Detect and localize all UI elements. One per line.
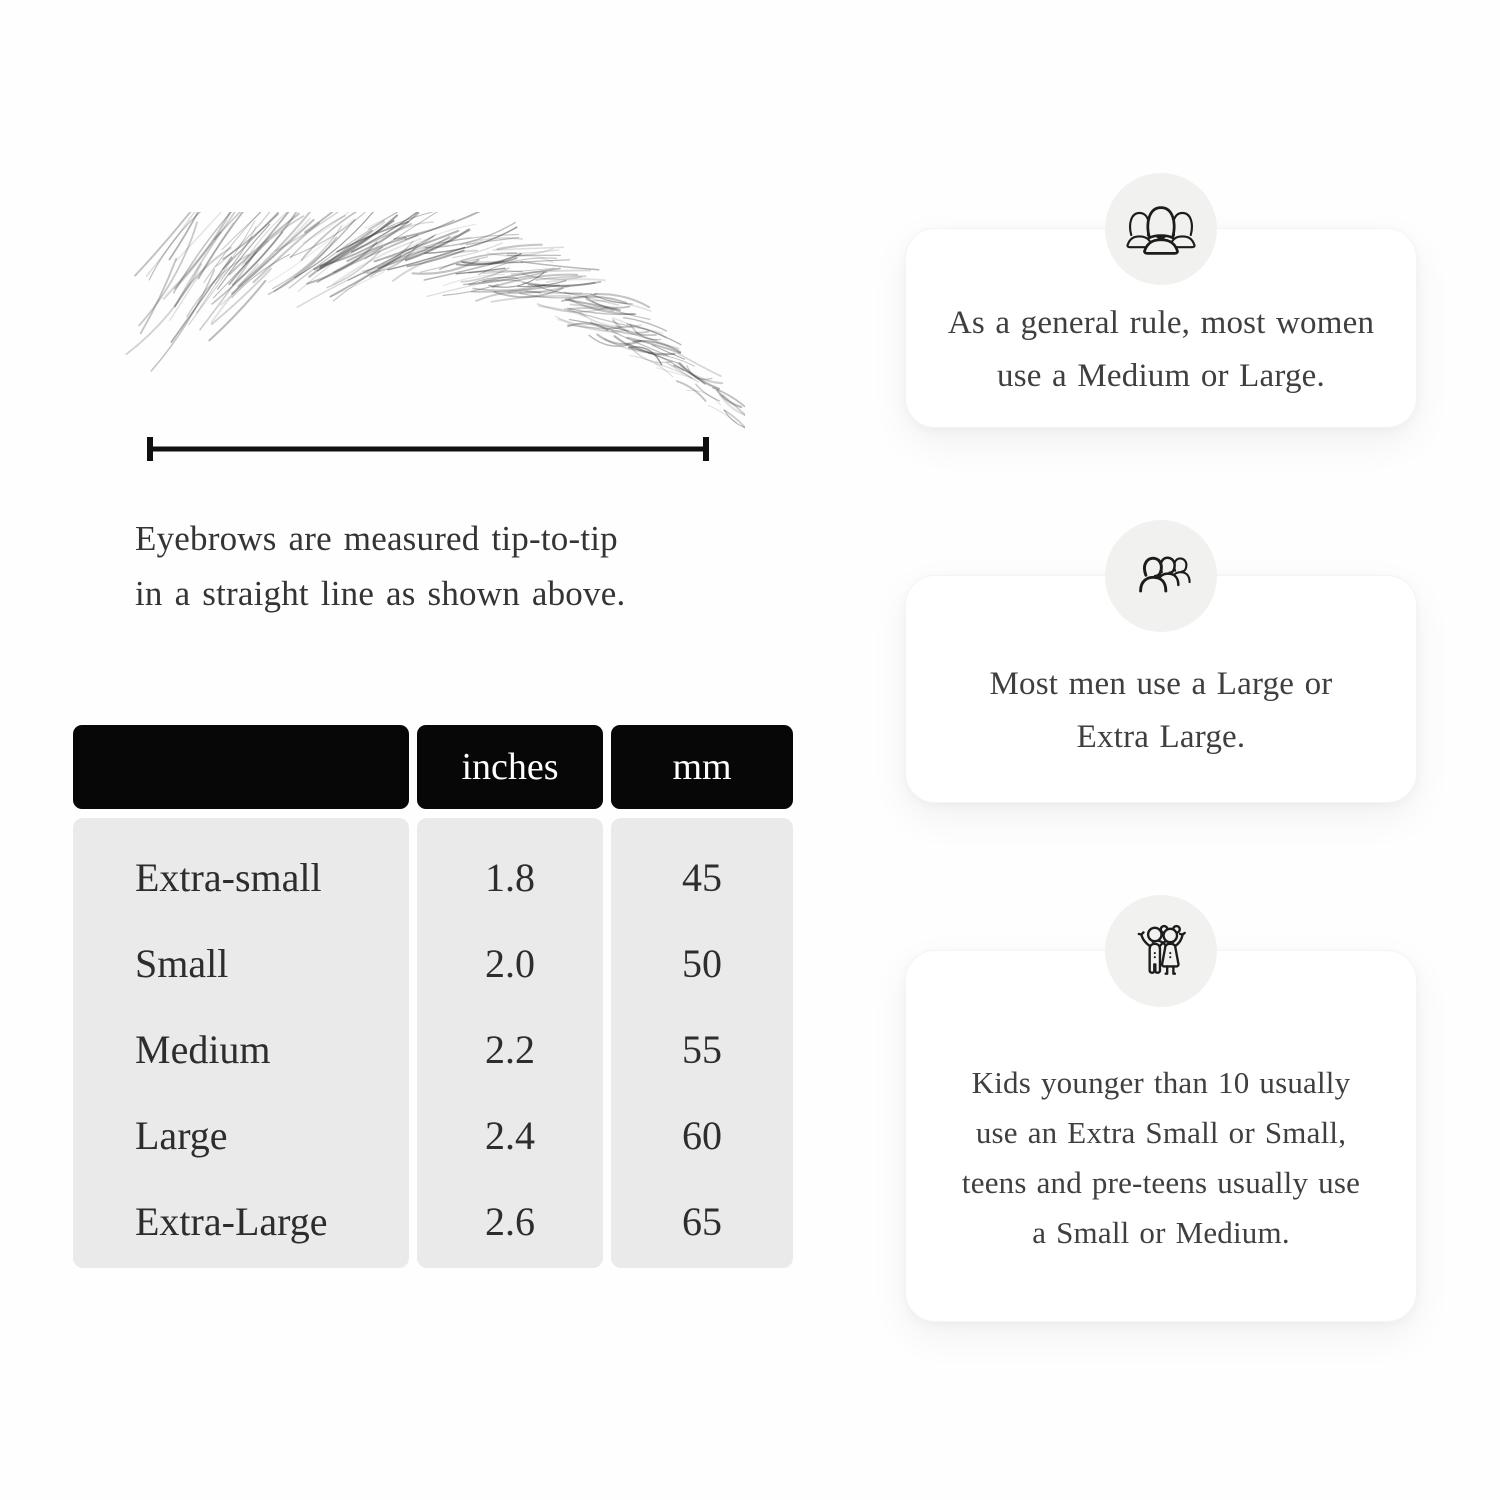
mm-cell: 50: [682, 940, 722, 986]
mm-cell: 65: [682, 1198, 722, 1244]
eyebrow-sketch-image: [115, 212, 745, 437]
inches-cell: 2.6: [485, 1198, 535, 1244]
inches-cell: 2.0: [485, 940, 535, 986]
mm-column-header: mm: [611, 725, 793, 809]
mm-cell: 60: [682, 1112, 722, 1158]
size-name-column: [73, 818, 409, 1268]
women-group-icon: [1124, 199, 1198, 259]
size-cell: Large: [135, 1112, 228, 1158]
kids-icon-badge: [1105, 895, 1217, 1007]
caption-line-1: Eyebrows are measured tip-to-tip: [135, 519, 618, 558]
mm-cell: 55: [682, 1026, 722, 1072]
women-recommendation-text: As a general rule, most women use a Medium or Large.: [947, 305, 1375, 394]
women-icon-badge: [1105, 173, 1217, 285]
size-table: [73, 725, 793, 1268]
men-icon-badge: [1105, 520, 1217, 632]
women-recommendation-card: [905, 228, 1417, 428]
men-group-icon: [1124, 546, 1198, 606]
measurement-caption: [135, 512, 775, 622]
inches-column-header: inches: [417, 725, 603, 809]
inches-cell: 2.4: [485, 1112, 535, 1158]
size-cell: Medium: [135, 1026, 271, 1072]
eyebrow-illustration: [115, 212, 745, 437]
kids-recommendation-card: [905, 950, 1417, 1322]
inches-cell: 2.2: [485, 1026, 535, 1072]
kids-recommendation-text: Kids younger than 10 usually use an Extra Small or Small, teens and pre-teens usually use a Small or Medium.: [961, 1064, 1361, 1251]
size-table-body: [73, 818, 793, 1268]
inches-cell: 1.8: [485, 854, 535, 900]
mm-cell: 45: [682, 854, 722, 900]
size-column-header: [73, 725, 409, 809]
size-cell: Small: [135, 940, 229, 986]
men-recommendation-text: Most men use a Large or Extra Large.: [989, 666, 1333, 755]
tip-to-tip-ruler-icon: [142, 436, 714, 462]
caption-line-2: in a straight line as shown above.: [135, 573, 626, 613]
mm-column: [611, 818, 793, 1268]
size-cell: Extra-small: [135, 854, 322, 900]
size-cell: Extra-Large: [135, 1198, 328, 1244]
kids-icon: [1128, 921, 1194, 981]
men-recommendation-card: [905, 575, 1417, 803]
size-table-header-row: [73, 725, 793, 809]
measurement-line: [142, 436, 714, 462]
inches-column: [417, 818, 603, 1268]
